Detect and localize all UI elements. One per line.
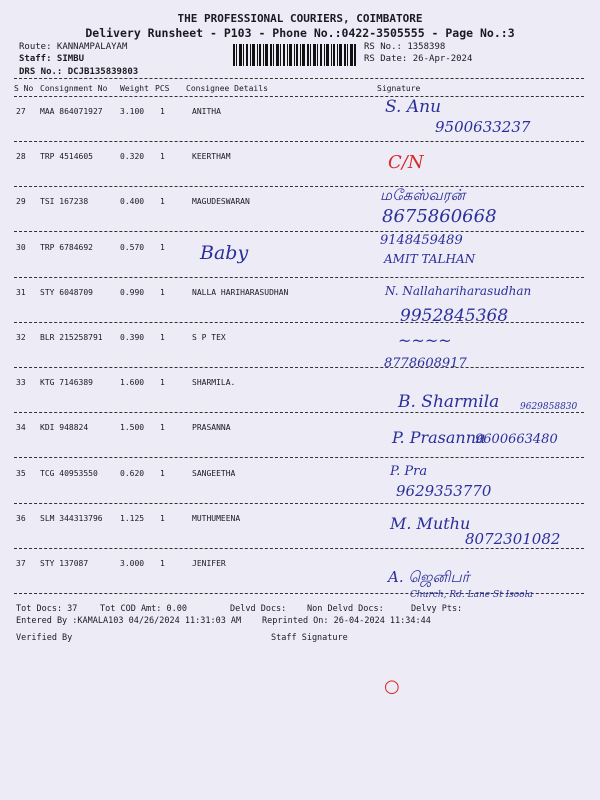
consignee-name: SHARMILA.: [192, 378, 236, 388]
row-sno: 27: [16, 107, 26, 116]
signature-31: N. Nallahariharasudhan: [385, 284, 532, 298]
row-sno: 30: [16, 242, 26, 252]
staff-label: Staff: SIMBU: [19, 54, 85, 64]
drs-number: DRS No.: DCJB135839803: [19, 67, 139, 77]
verified-by: Verified By: [16, 633, 73, 643]
signature-37: A. ஜெனிபர்: [388, 568, 470, 586]
signature-32: ~~~~: [398, 331, 452, 350]
signature-35: P. Pra: [390, 464, 428, 479]
row-sno: 32: [16, 333, 26, 342]
phone-34: 9600663480: [475, 432, 558, 447]
weight-value: 0.570: [120, 242, 145, 252]
consignment-number: KTG 7146389: [40, 378, 93, 388]
red-circle-mark: ○: [384, 676, 400, 697]
reprinted-on: Reprinted On: 26-04-2024 11:34:44: [262, 616, 431, 626]
rs-number: RS No.: 1358398: [364, 42, 446, 52]
consignment-number: TRP 4514605: [40, 152, 93, 162]
weight-value: 0.620: [120, 468, 145, 478]
pieces-value: 1: [160, 152, 165, 162]
row-sno: 36: [16, 513, 26, 523]
delivery-points: Delvy Pts:: [411, 604, 463, 614]
weight-value: 1.600: [120, 378, 145, 388]
phone-33: 9629858830: [520, 402, 578, 412]
col-weight: Weight: [120, 84, 149, 93]
pieces-value: 1: [160, 468, 165, 478]
row-sno: 33: [16, 378, 26, 388]
signature-33: B. Sharmila: [398, 392, 500, 412]
table-row: [0, 368, 600, 413]
row-sno: 34: [16, 423, 26, 433]
pieces-value: 1: [160, 378, 165, 388]
consignee-name: NALLA HARIHARASUDHAN: [192, 287, 289, 297]
table-row: [0, 233, 600, 278]
handwritten-name-30: Baby: [200, 242, 249, 264]
divider: [14, 78, 584, 79]
pieces-value: 1: [160, 287, 165, 297]
phone-31: 9952845368: [400, 306, 509, 326]
col-pcs: PCS: [155, 84, 170, 93]
weight-value: 0.400: [120, 197, 145, 207]
table-row: [0, 459, 600, 504]
weight-value: 0.390: [120, 333, 145, 342]
weight-value: 3.000: [120, 559, 145, 568]
cn-mark-28: C/N: [388, 152, 424, 173]
signature-36: M. Muthu: [390, 514, 471, 533]
phone-27: 9500633237: [435, 118, 531, 136]
weight-value: 1.125: [120, 513, 145, 523]
signature-29: மகேஸ்வரன்: [380, 186, 466, 204]
entered-by: Entered By :KAMALA103 04/26/2024 11:31:03 AM: [16, 616, 242, 626]
col-signature: Signature: [377, 84, 421, 93]
weight-value: 0.320: [120, 152, 145, 162]
barcode-image: [233, 44, 357, 66]
signature-30: AMIT TALHAN: [384, 252, 476, 266]
col-sno: S No: [14, 84, 34, 93]
consignment-number: KDI 948824: [40, 423, 89, 433]
total-cod: Tot COD Amt: 0.00: [100, 604, 187, 614]
consignment-number: TRP 6784692: [40, 242, 93, 252]
weight-value: 3.100: [120, 107, 145, 116]
signature-27: S. Anu: [385, 97, 442, 117]
total-docs: Tot Docs: 37: [16, 604, 78, 614]
col-consignee: Consignee Details: [186, 84, 268, 93]
weight-value: 1.500: [120, 423, 145, 433]
non-delivered-docs: Non Delvd Docs:: [307, 604, 384, 614]
consignee-name: JENIFER: [192, 559, 226, 568]
table-row: [0, 142, 600, 187]
consignee-name: ANITHA: [192, 107, 221, 116]
staff-signature: Staff Signature: [271, 633, 348, 643]
table-row: [0, 549, 600, 594]
consignee-name: PRASANNA: [192, 423, 231, 433]
table-row: [0, 323, 600, 368]
consignee-name: KEERTHAM: [192, 152, 231, 162]
pieces-value: 1: [160, 333, 165, 342]
consignee-name: MAGUDESWARAN: [192, 197, 250, 207]
consignee-name: SANGEETHA: [192, 468, 236, 478]
delivered-docs: Delvd Docs:: [230, 604, 287, 614]
consignee-name: S P TEX: [192, 333, 226, 342]
row-sno: 35: [16, 468, 26, 478]
runsheet-subtitle: Delivery Runsheet - P103 - Phone No.:0422-3505555 - Page No.:3: [85, 26, 515, 40]
table-row: [0, 187, 600, 232]
weight-value: 0.990: [120, 287, 145, 297]
consignment-number: STY 137087: [40, 559, 89, 568]
route-label: Route: KANNAMPALAYAM: [19, 42, 128, 52]
col-consignment: Consignment No: [40, 84, 108, 93]
rs-date: RS Date: 26-Apr-2024: [364, 54, 473, 64]
consignee-name: MUTHUMEENA: [192, 513, 241, 523]
consignment-number: SLM 344313796: [40, 513, 103, 523]
phone-29: 8675860668: [382, 206, 497, 227]
pieces-value: 1: [160, 559, 165, 568]
phone-30: 9148459489: [380, 233, 463, 248]
pieces-value: 1: [160, 107, 165, 116]
company-title: THE PROFESSIONAL COURIERS, COIMBATORE: [177, 12, 423, 25]
pieces-value: 1: [160, 513, 165, 523]
pieces-value: 1: [160, 242, 165, 252]
pieces-value: 1: [160, 423, 165, 433]
consignment-number: STY 6048709: [40, 287, 93, 297]
consignment-number: TSI 167238: [40, 197, 89, 207]
row-sno: 28: [16, 152, 26, 162]
row-sno: 29: [16, 197, 26, 207]
phone-36: 8072301082: [465, 530, 561, 548]
consignment-number: TCG 40953550: [40, 468, 98, 478]
row-sno: 37: [16, 559, 26, 568]
signature-34: P. Prasanna: [392, 428, 486, 447]
phone-35: 9629353770: [396, 482, 492, 500]
consignment-number: BLR 215258791: [40, 333, 103, 342]
address-note-37: Church, Rd. Lane St Isoola: [410, 590, 533, 600]
pieces-value: 1: [160, 197, 165, 207]
consignment-number: MAA 864071927: [40, 107, 103, 116]
phone-32: 8778608917: [384, 356, 467, 371]
row-sno: 31: [16, 287, 26, 297]
